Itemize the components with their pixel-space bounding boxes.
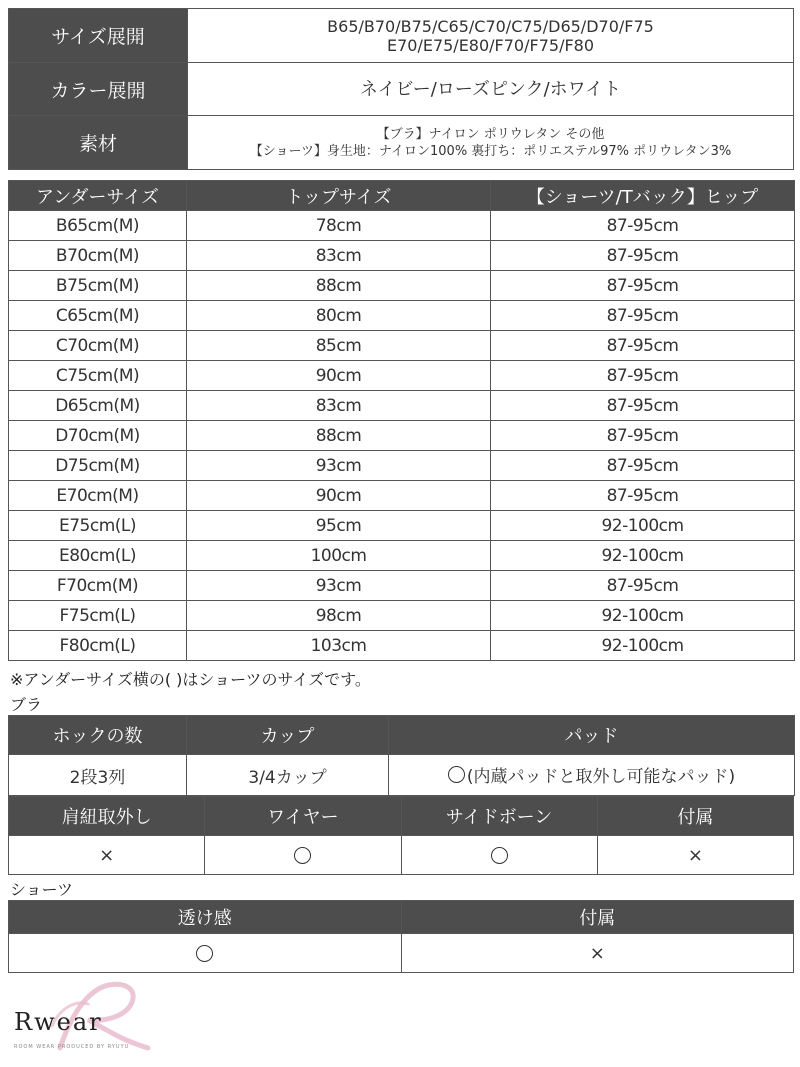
bra-accessory-value [597,836,793,875]
table-row [9,481,795,511]
hip-size-cell: 87-95cm [491,211,795,241]
under-size-cell: D65cm(M) [9,391,187,421]
color-range-value: ネイビー/ローズピンク/ホワイト [188,63,794,116]
hip-size-cell: 87-95cm [491,361,795,391]
hooks-header: ホックの数 [9,716,187,755]
bra-accessory-header: 付属 [597,797,793,836]
hip-size-cell: 87-95cm [491,421,795,451]
under-size-cell: D75cm(M) [9,451,187,481]
table-row [9,571,795,601]
circle-mark-icon [448,766,465,783]
hip-size-cell: 87-95cm [491,571,795,601]
circle-mark-icon [491,847,508,864]
top-size-cell: 80cm [187,301,491,331]
table-row [9,511,795,541]
wire-value [205,836,401,875]
under-size-cell: F75cm(L) [9,601,187,631]
top-size-cell: 103cm [187,631,491,661]
logo-tagline: ROOM WEAR PRODUCED BY RYUYU [14,1044,130,1050]
size-note: ※アンダーサイズ横の( )はショーツのサイズです。 [10,670,371,689]
table-row [9,451,795,481]
material-value [188,116,794,170]
under-size-cell: C65cm(M) [9,301,187,331]
under-size-cell: B65cm(M) [9,211,187,241]
top-size-cell: 88cm [187,421,491,451]
table-row [9,331,795,361]
top-size-cell: 78cm [187,211,491,241]
size-range-value [188,9,794,63]
hooks-value: 2段3列 [9,755,187,796]
top-size-cell: 83cm [187,391,491,421]
top-size-cell: 90cm [187,481,491,511]
cup-value: 3/4カップ [187,755,389,796]
top-size-cell: 88cm [187,271,491,301]
under-size-cell: D70cm(M) [9,421,187,451]
color-range-label: カラー展開 [9,63,188,116]
top-size-cell: 93cm [187,451,491,481]
bra-section-label: ブラ [10,695,43,714]
cross-mark-icon: × [589,942,605,964]
table-row [9,421,795,451]
logo-text: Rwear [14,1008,103,1036]
strap-removable-value [9,836,205,875]
table-row [9,211,795,241]
material-line2: 【ショーツ】身生地：ナイロン100% 裏打ち：ポリエステル97% ポリウレタン3% [249,143,732,159]
under-size-cell: E70cm(M) [9,481,187,511]
hip-size-cell: 87-95cm [491,301,795,331]
cup-header: カップ [187,716,389,755]
transparency-header: 透け感 [9,901,402,934]
under-size-header: アンダーサイズ [9,181,187,211]
info-table [8,8,794,170]
circle-mark-icon [294,847,311,864]
top-size-cell: 85cm [187,331,491,361]
table-row [9,241,795,271]
circle-mark-icon [196,945,213,962]
under-size-cell: C70cm(M) [9,331,187,361]
hip-size-cell: 92-100cm [491,541,795,571]
under-size-cell: E80cm(L) [9,541,187,571]
table-row [9,601,795,631]
hip-size-cell: 87-95cm [491,241,795,271]
hip-size-cell: 92-100cm [491,511,795,541]
under-size-cell: B75cm(M) [9,271,187,301]
table-row [9,271,795,301]
under-size-cell: F80cm(L) [9,631,187,661]
hip-size-cell: 92-100cm [491,601,795,631]
hip-size-cell: 87-95cm [491,391,795,421]
pad-value [389,755,795,796]
size-range-label: サイズ展開 [9,9,188,63]
size-range-line2: E70/E75/E80/F70/F75/F80 [386,35,595,55]
cross-mark-icon: × [687,844,703,866]
table-row [9,301,795,331]
shorts-feature-table [8,900,794,973]
shorts-accessory-header: 付属 [401,901,794,934]
top-size-cell: 93cm [187,571,491,601]
top-size-cell: 90cm [187,361,491,391]
table-row [9,631,795,661]
top-size-header: トップサイズ [187,181,491,211]
side-bone-value [401,836,597,875]
pad-description: (内蔵パッドと取外し可能なパッド) [466,767,736,787]
strap-removable-header: 肩紐取外し [9,797,205,836]
material-label: 素材 [9,116,188,170]
size-table [8,180,795,661]
hip-size-cell: 87-95cm [491,451,795,481]
transparency-value [9,934,402,973]
bra-feature-table [8,796,794,875]
top-size-cell: 100cm [187,541,491,571]
table-row [9,391,795,421]
size-range-line1: B65/B70/B75/C65/C70/C75/D65/D70/F75 [327,16,654,36]
side-bone-header: サイドボーン [401,797,597,836]
top-size-cell: 95cm [187,511,491,541]
bra-spec-table [8,715,795,796]
hip-size-cell: 87-95cm [491,331,795,361]
hip-size-cell: 87-95cm [491,271,795,301]
wire-header: ワイヤー [205,797,401,836]
top-size-cell: 83cm [187,241,491,271]
hip-size-cell: 92-100cm [491,631,795,661]
pad-header: パッド [389,716,795,755]
shorts-section-label: ショーツ [10,880,74,899]
material-line1: 【ブラ】ナイロン ポリウレタン その他 [376,126,605,142]
table-row [9,541,795,571]
cross-mark-icon: × [99,844,115,866]
under-size-cell: E75cm(L) [9,511,187,541]
shorts-accessory-value [401,934,794,973]
under-size-cell: B70cm(M) [9,241,187,271]
table-row [9,361,795,391]
top-size-cell: 98cm [187,601,491,631]
under-size-cell: C75cm(M) [9,361,187,391]
brand-logo [8,978,178,1063]
under-size-cell: F70cm(M) [9,571,187,601]
hip-size-cell: 87-95cm [491,481,795,511]
hip-size-header: 【ショーツ/Tバック】ヒップ [491,181,795,211]
